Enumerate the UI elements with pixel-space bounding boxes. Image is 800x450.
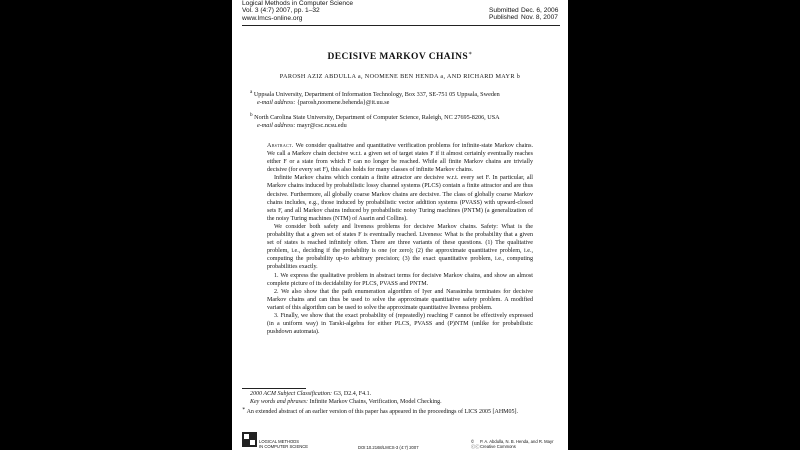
affiliation-mark: a xyxy=(250,89,253,95)
submission-dates xyxy=(489,7,558,22)
logo-line-2: IN COMPUTER SCIENCE xyxy=(259,444,309,449)
logo-line-1: LOGICAL METHODS xyxy=(259,439,300,444)
paper-page xyxy=(232,0,568,450)
abstract-paragraph: Infinite Markov chains which contain a finite attractor are decisive w.r.t. every set F. In particular, all Markov chains induced by probabilistic lossy channel systems (PLCS) contain a finite attractor and are thus decisive. Furthermore, all globally coarse Markov chains are decisive. The class of globally coarse Markov chains includes, e.g., those induced by probabilistic vector addition systems (PVASS) with upward-closed sets F, and all Markov chains induced by probabilistic noisy Turing machines (PNTM) (a generalization of the noisy Turing machines (NTM) of Asarin and Collins). xyxy=(267,175,533,222)
creative-commons-icon: ⓒⓒ xyxy=(471,444,480,449)
affiliation-institution: Uppsala University, Department of Information Technology, Box 337, SE-751 05 Uppsala, Sweden xyxy=(253,91,500,99)
abstract-paragraph: 3. Finally, we show that the exact probability of (repeatedly) reaching F cannot be effectively expressed (in a uniform way) in Tarski-algebra for either PLCS, PVASS and (P)NTM (unlike for probabilistic pushdown automata). xyxy=(267,312,533,336)
keywords-value: Infinite Markov Chains, Verification, Model Checking. xyxy=(309,399,442,405)
journal-volume: Vol. 3 (4:7) 2007, pp. 1–32 xyxy=(242,7,320,15)
abstract-label: Abstract. xyxy=(267,143,294,149)
email-address[interactable]: {parosh,noomene.behenda}@it.uu.se xyxy=(296,98,390,106)
classification-label: 2000 ACM Subject Classification: xyxy=(250,391,333,397)
title-text: DECISIVE MARKOV CHAINS xyxy=(327,52,469,63)
affiliation-a xyxy=(250,89,550,107)
abstract-paragraph: 1. We express the qualitative problem in abstract terms for decisive Markov chains, and show an almost complete picture of its decidability for PLCS, PVASS and PNTM. xyxy=(267,272,533,287)
footnotes xyxy=(242,390,560,416)
abstract-paragraph: Abstract. We consider qualitative and quantitative verification problems for infinite-state Markov chains. We call a Markov chain decisive w.r.t. a given set of target states F if it almost certainly eventually reaches either F or a state from which F can no longer be reached. While all finite Markov chains are trivially decisive (for every set F), this also holds for many classes of infinite Markov chains. xyxy=(267,143,533,174)
copyright-block xyxy=(471,439,553,449)
affiliation-mark: b xyxy=(250,112,253,118)
affiliation-b xyxy=(250,112,550,130)
submitted-date: Dec. 6, 2006 xyxy=(521,7,559,14)
email-address[interactable]: mayr@csc.ncsu.edu xyxy=(296,121,347,129)
copyright-holders: P. A. Abdulla, N. B. Henda, and R. Mayr xyxy=(480,439,554,444)
email-label: e-mail address: xyxy=(257,98,296,106)
classification-value: G3, D2.4, F4.1. xyxy=(333,391,372,397)
doi[interactable]: DOI:10.2168/LMCS-3 (4:7) 2007 xyxy=(358,445,419,450)
abstract xyxy=(267,142,533,336)
abstract-paragraph: We consider both safety and liveness problems for decisive Markov chains. Safety: What is the probability that a given set of states F is eventually reached. Liveness: What is the probability that a given set of states is reached infinitely often. There are three variants of these questions. (1) The qualitative problem, i.e., deciding if the probability is one (or zero); (2) the approximate quantitative problem, i.e., computing the probability up-to arbitrary precision; (3) the exact quantitative problem, i.e., computing probabilities exactly. xyxy=(267,223,533,271)
journal-name: Logical Methods in Computer Science xyxy=(242,0,354,7)
published-label: Published xyxy=(489,14,518,22)
title-footnote-mark: ∗ xyxy=(468,51,473,57)
journal-website[interactable]: www.lmcs-online.org xyxy=(242,14,303,22)
abstract-paragraph: 2. We also show that the path enumeration algorithm of Iyer and Narasimha terminates for decisive Markov chains and can thus be used to solve the approximate quantitative safety problem. A modified variant of this algorithm can be used to solve the approximate quantitative liveness problem. xyxy=(267,288,533,311)
paper-title xyxy=(232,50,568,62)
logo-text xyxy=(259,439,308,449)
copyright-icon: © xyxy=(471,439,475,444)
journal-header xyxy=(242,0,353,22)
footnote-rule xyxy=(242,388,306,389)
header-rule xyxy=(242,25,560,26)
paper-authors: PAROSH AZIZ ABDULLA a, NOOMENE BEN HENDA a, AND RICHARD MAYR b xyxy=(279,73,521,80)
published-date: Nov. 8, 2007 xyxy=(521,14,558,22)
keywords-label: Key words and phrases: xyxy=(250,399,308,405)
submitted-label: Submitted xyxy=(489,7,519,14)
license-text[interactable]: Creative Commons xyxy=(480,444,516,449)
lmcs-logo-icon xyxy=(242,432,257,447)
email-label: e-mail address: xyxy=(257,121,296,129)
affiliation-institution: North Carolina State University, Department of Computer Science, Raleigh, NC 27695-8206, USA xyxy=(254,114,500,122)
extended-abstract-note: An extended abstract of an earlier version of this paper has appeared in the proceedings of LICS 2005 [AHM05]. xyxy=(246,409,518,415)
extended-footnote-mark: ∗ xyxy=(242,407,246,412)
